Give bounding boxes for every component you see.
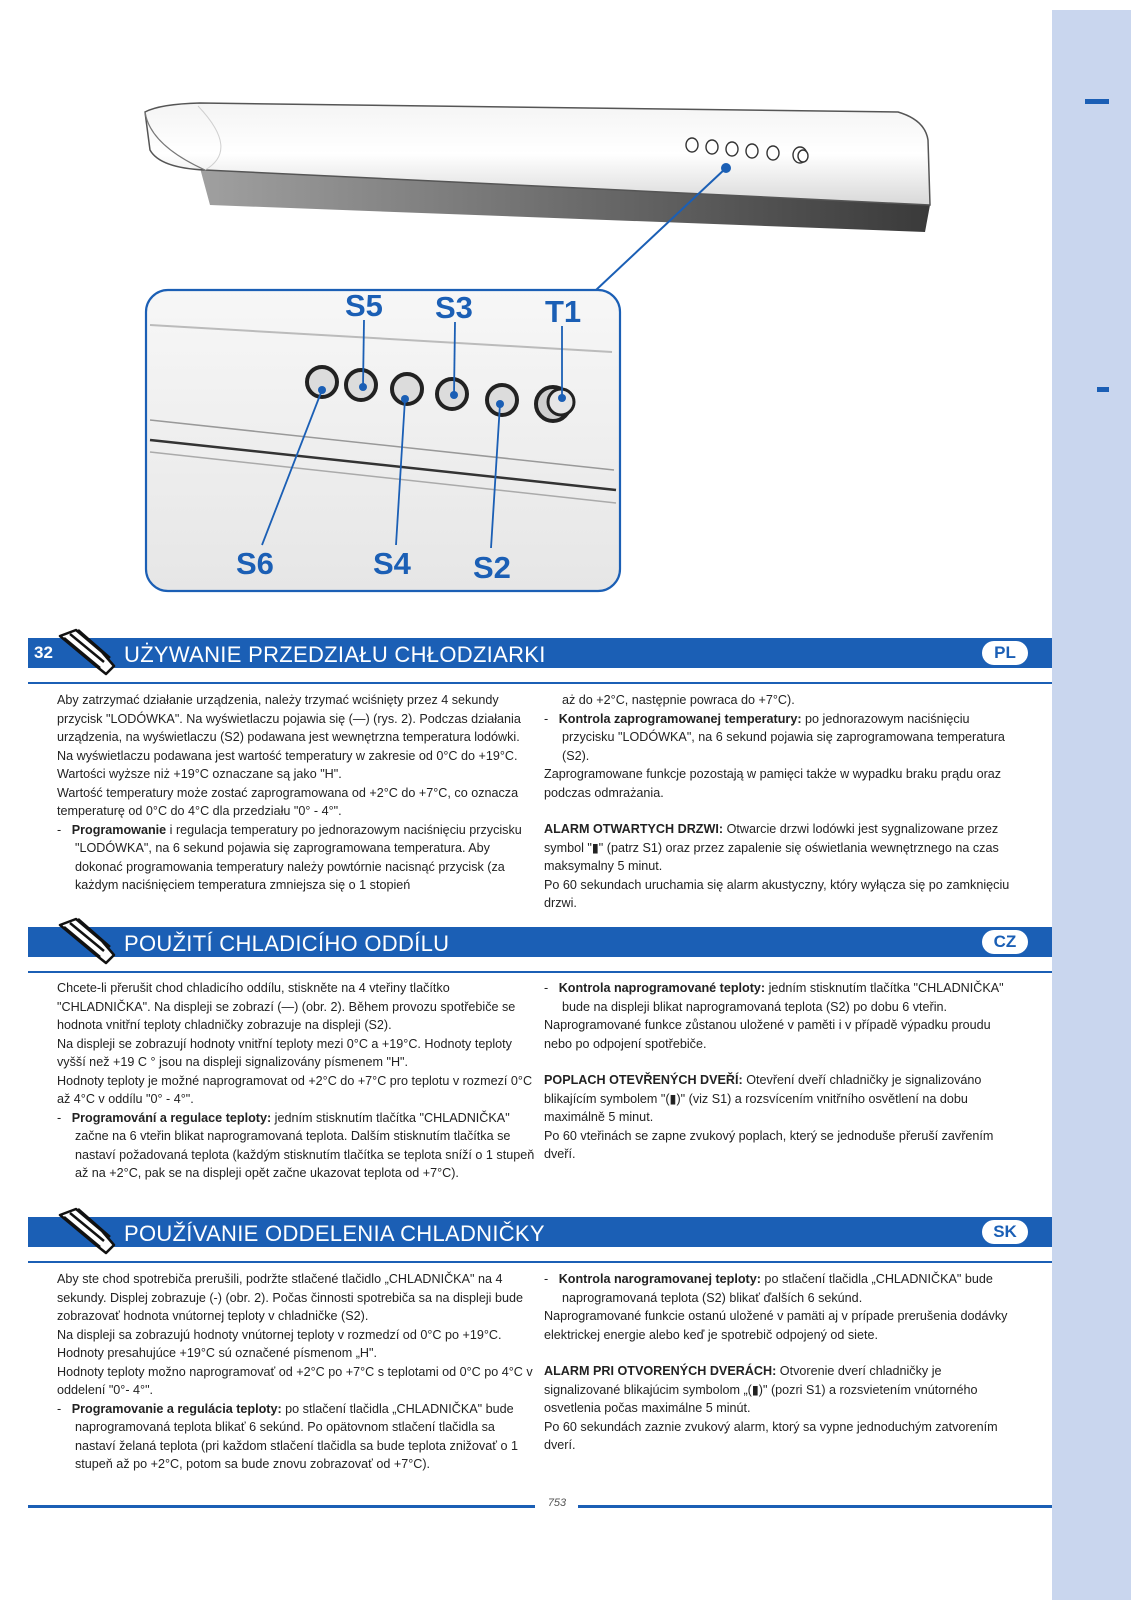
hand-icon	[56, 915, 118, 965]
paragraph: Aby ste chod spotrebiča prerušili, podržte stlačené tlačidlo „CHLADNIČKA" na 4 sekundy. Displej zobrazuje (-) (obr. 2). Počas činnosti spotrebiča sa na displeji bude zobrazovať hodnota vnútornej teploty v chladničke (S2).	[57, 1272, 523, 1323]
paragraph: Chcete-li přerušit chod chladicího oddílu, stiskněte na 4 vteřiny tlačítko "CHLADNIČKA". Na displeji se zobrazí (—) (obr. 2). Během provozu spotřebiče se hodnota vnitřní teploty chladničky zobrazuje na displeji (S2).	[57, 981, 516, 1032]
label-s5: S5	[345, 288, 383, 323]
pl-right-column	[544, 691, 1020, 913]
paragraph: ALARM PRI OTVORENÝCH DVERÁCH: Otvorenie dverí chladničky je signalizované blikajúcim symbolom „(▮)" (pozri S1) a rozsvietením vnútorného osvetlenia počas maximálne 5 minút.	[544, 1364, 978, 1415]
paragraph: Aby zatrzymać działanie urządzenia, należy trzymać wciśnięty przez 4 sekundy przycisk "LODÓWKA". Na wyświetlaczu pojawia się (—) (rys. 2). Podczas działania urządzenia, na wyświetlaczu (S2) podawana jest wewnętrzna temperatura lodówki.	[57, 693, 521, 744]
footer-rule	[578, 1505, 1052, 1508]
paragraph: Hodnoty teploty je možné naprogramovat od +2°C do +7°C pro teplotu v rozmezí 0°C až 4°C v oddílu "0° - 4°".	[57, 1073, 533, 1106]
list-item: - Programovanie a regulácia teploty: po stlačení tlačidla „CHLADNIČKA" bude naprogramovaná teplota blikať 6 sekúnd. Po opätovnom stlačení tlačidla sa nastaví želaná teplota (pri každom stlačení tlačidla sa bude teplota znižovať o 1 stupeň až po +2°C, potom sa bude znovu zobrazovať od +7°C).	[57, 1401, 518, 1471]
paragraph: Po 60 sekundach uruchamia się alarm akustyczny, który wyłącza się po zamknięciu drzwi.	[544, 877, 1010, 910]
list-item: - Programování a regulace teploty: jedním stisknutím tlačítka "CHLADNIČKA" začne na 6 vteřin blikat naprogramovaná teplota. Dalším stisknutím tlačítka se nastaví požadovaná teplota (každým stisknutím tlačítka se teplota sníží o 1 stupeň až na +2°C, pak se na displeji opět začne ukazovat teplota od +7°C).	[57, 1110, 535, 1180]
paragraph: Naprogramované funkcie ostanú uložené v pamäti aj v prípade prerušenia dodávky elektrickej energie alebo keď je spotrebič odpojený od siete.	[544, 1309, 1008, 1342]
page-number-tab: 32	[32, 638, 55, 668]
hand-icon	[56, 626, 118, 676]
paragraph: Na wyświetlaczu podawana jest wartość temperatury w zakresie od 0°C do +19°C. Wartości wyższe niż +19°C oznaczane są jako "H".	[57, 748, 518, 781]
lang-badge-sk: SK	[982, 1220, 1028, 1244]
sk-right-column	[544, 1270, 1020, 1455]
list-item: - Kontrola narogramovanej teploty: po stlačení tlačidla „CHLADNIČKA" bude naprogramovaná teplota (S2) blikať ďalších 6 sekúnd.	[544, 1272, 993, 1305]
hand-icon	[56, 1205, 118, 1255]
footer-rule	[28, 1505, 535, 1508]
paragraph: ALARM OTWARTYCH DRZWI: Otwarcie drzwi lodówki jest sygnalizowane przez symbol "▮" (patrz S1) oraz przez zapalenie się oświetlania wewnętrznego na czas maksymalny 5 minut.	[544, 822, 999, 873]
label-s4: S4	[373, 546, 411, 581]
paragraph: Na displeji se zobrazují hodnoty vnitřní teploty mezi 0°C a +19°C. Hodnoty teploty vyšší než +19 C ° jsou na displeji signalizovány písmenem "H".	[57, 1036, 512, 1069]
section-rule	[28, 1261, 1052, 1263]
list-item: - Kontrola naprogramované teploty: jedním stisknutím tlačítka "CHLADNIČKA" bude na displeji blikat naprogramovaná teplota (S2) po dobu 6 vteřin.	[544, 981, 1004, 1014]
section-rule	[28, 971, 1052, 973]
cz-left-column	[57, 979, 535, 1183]
paragraph: Zaprogramowane funkcje pozostają w pamięci także w wypadku braku prądu oraz podczas odmrażania.	[544, 767, 1002, 800]
pl-left-column	[57, 691, 535, 895]
paragraph: POPLACH OTEVŘENÝCH DVEŘÍ: Otevření dveří chladničky je signalizováno blikajícím symbolem "(▮)" (viz S1) a rozsvícením vnitřního osvětlení na dobu maximálně 5 minut.	[544, 1073, 982, 1124]
paragraph: Naprogramované funkce zůstanou uložené v paměti i v případě výpadku proudu nebo po odpojení spotřebiče.	[544, 1018, 991, 1051]
sk-left-column	[57, 1270, 535, 1474]
lang-badge-pl: PL	[982, 641, 1028, 665]
paragraph: aż do +2°C, następnie powraca do +7°C).	[562, 693, 795, 707]
section-rule	[28, 682, 1052, 684]
label-s2: S2	[473, 550, 511, 585]
label-s3: S3	[435, 290, 473, 325]
page-number: 753	[547, 1497, 567, 1509]
section-title-cz: POUŽITÍ CHLADICÍHO ODDÍLU	[124, 931, 450, 956]
lang-badge-cz: CZ	[982, 930, 1028, 954]
paragraph: Po 60 vteřinách se zapne zvukový poplach, který se jednoduše přeruší zavřením dveří.	[544, 1128, 994, 1161]
list-item: - Programowanie i regulacja temperatury po jednorazowym naciśnięciu przycisku "LODÓWKA", na 6 sekund pojawia się zaprogramowana temperatura. Aby dokonać programowania temperatury należy powtórnie nacisnąć przycisk (za każdym naciśnięciem temperatura zmniejsza się o 1 stopień	[57, 822, 522, 892]
section-title-pl: UŻYWANIE PRZEDZIAŁU CHŁODZIARKI	[124, 642, 546, 667]
label-s6: S6	[236, 546, 274, 581]
control-panel-figure	[0, 0, 1131, 640]
cz-right-column	[544, 979, 1020, 1164]
label-t1: T1	[545, 294, 582, 329]
section-title-sk: POUŽÍVANIE ODDELENIA CHLADNIČKY	[124, 1221, 545, 1246]
paragraph: Wartość temperatury może zostać zaprogramowana od +2°C do +7°C, co oznacza temperaturę od 0°C do 4°C dla przedziału "0° - 4°".	[57, 785, 519, 818]
paragraph: Na displeji sa zobrazujú hodnoty vnútornej teploty v rozmedzí od 0°C po +19°C. Hodnoty presahujúce +19°C sú označené písmenom „H".	[57, 1327, 502, 1360]
list-item: - Kontrola zaprogramowanej temperatury: po jednorazowym naciśnięciu przycisku "LODÓWKA", na 6 sekund pojawia się zaprogramowana temperatura (S2).	[544, 711, 1005, 763]
paragraph: Po 60 sekundách zaznie zvukový alarm, ktorý sa vypne jednoduchým zatvorením dverí.	[544, 1419, 998, 1452]
paragraph: Hodnoty teploty možno naprogramovať od +2°C po +7°C s teplotami od 0°C po 4°C v oddelení "0°- 4°".	[57, 1364, 533, 1397]
